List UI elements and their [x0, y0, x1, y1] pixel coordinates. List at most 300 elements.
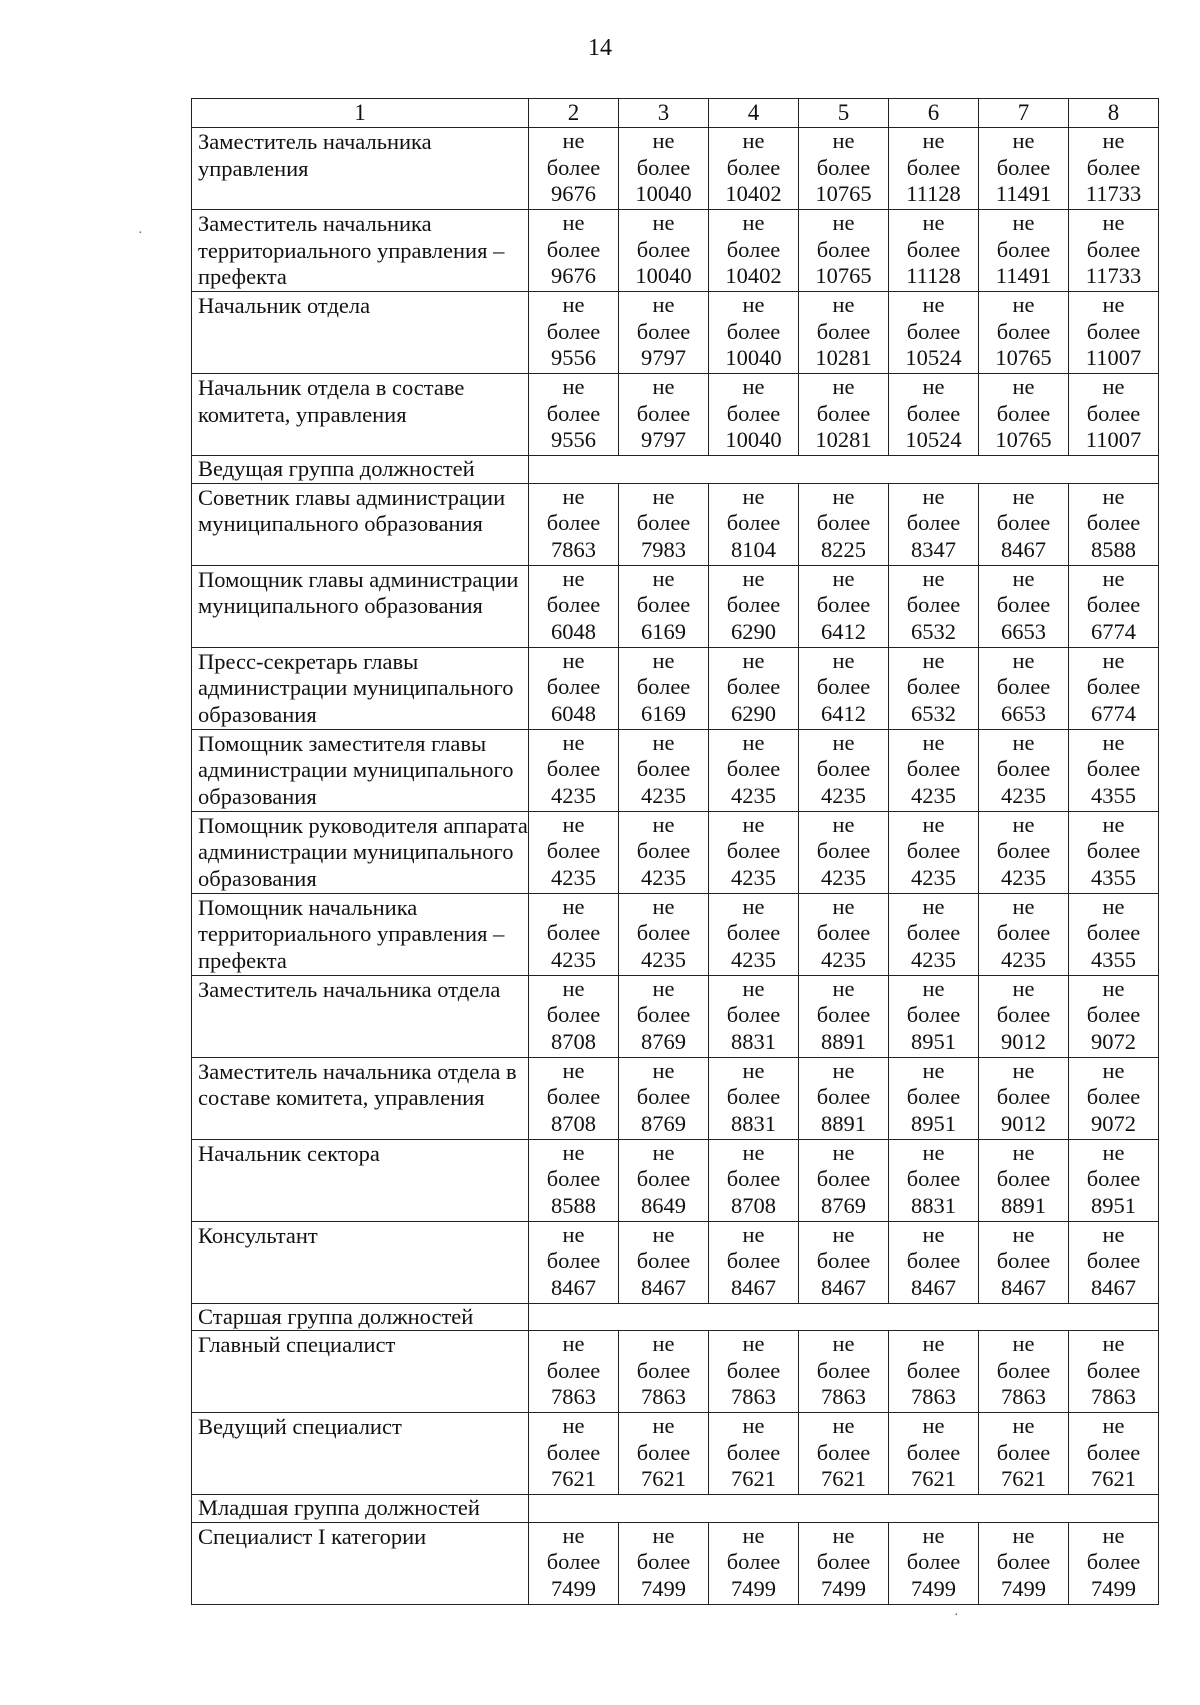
salary-cell: [709, 128, 799, 210]
prefix-bolee: более: [1086, 236, 1141, 262]
salary-value: 8347: [911, 536, 956, 562]
prefix-bolee: более: [996, 592, 1051, 617]
prefix-ne: не: [832, 374, 855, 399]
prefix-bolee: более: [1086, 1084, 1141, 1109]
prefix-bolee: более: [546, 236, 601, 262]
header-cell: 5: [799, 99, 889, 128]
prefix-ne: не: [1012, 1413, 1035, 1438]
prefix-bolee: более: [816, 400, 871, 426]
salary-value: 11733: [1085, 181, 1142, 206]
prefix-bolee: более: [996, 1166, 1051, 1191]
salary-value: 6290: [731, 618, 776, 644]
table-row: [192, 1139, 1159, 1221]
salary-cell: [799, 729, 889, 811]
prefix-bolee: более: [906, 674, 961, 699]
prefix-bolee: более: [996, 756, 1051, 781]
prefix-ne: не: [652, 729, 675, 755]
salary-cell: [529, 1139, 619, 1221]
prefix-ne: не: [652, 210, 675, 235]
salary-cell: [619, 374, 709, 456]
prefix-ne: не: [562, 811, 585, 837]
salary-cell: [1069, 210, 1159, 292]
prefix-bolee: более: [726, 920, 781, 945]
prefix-ne: не: [832, 975, 855, 1001]
salary-value: 7621: [1001, 1466, 1046, 1491]
salary-cell: [709, 729, 799, 811]
prefix-ne: не: [1012, 374, 1035, 399]
prefix-bolee: более: [546, 592, 601, 617]
prefix-ne: не: [922, 1221, 945, 1247]
prefix-bolee: более: [816, 920, 871, 945]
salary-cell: [529, 483, 619, 565]
salary-cell: [619, 1221, 709, 1303]
prefix-ne: не: [1102, 1139, 1125, 1165]
salary-cell: [889, 128, 979, 210]
salary-value: 7983: [641, 536, 686, 562]
prefix-ne: не: [922, 210, 945, 235]
prefix-ne: не: [1102, 292, 1125, 317]
prefix-bolee: более: [726, 154, 781, 180]
prefix-bolee: более: [546, 1002, 601, 1027]
position-title: Главный специалист: [192, 1331, 529, 1413]
prefix-ne: не: [1012, 975, 1035, 1001]
salary-value: 9556: [551, 345, 596, 370]
prefix-bolee: более: [726, 1002, 781, 1027]
prefix-ne: не: [922, 1331, 945, 1356]
salary-cell: [799, 565, 889, 647]
salary-cell: [979, 1413, 1069, 1495]
prefix-bolee: более: [816, 318, 871, 344]
prefix-ne: не: [832, 210, 855, 235]
salary-value: 9797: [641, 427, 686, 452]
salary-cell: [619, 811, 709, 893]
salary-value: 10040: [725, 345, 782, 370]
salary-cell: [889, 292, 979, 374]
prefix-bolee: более: [546, 1084, 601, 1109]
salary-value: 7499: [821, 1575, 866, 1601]
position-title: Консультант: [192, 1221, 529, 1303]
salary-cell: [1069, 893, 1159, 975]
salary-value: 8769: [641, 1110, 686, 1136]
salary-value: 8769: [641, 1028, 686, 1054]
prefix-bolee: более: [726, 838, 781, 863]
prefix-ne: не: [652, 1221, 675, 1247]
salary-cell: [529, 374, 619, 456]
prefix-bolee: более: [996, 154, 1051, 180]
salary-cell: [529, 1057, 619, 1139]
prefix-bolee: более: [816, 510, 871, 535]
prefix-ne: не: [562, 565, 585, 591]
salary-cell: [709, 811, 799, 893]
prefix-bolee: более: [636, 920, 691, 945]
prefix-ne: не: [1102, 374, 1125, 399]
salary-value: 4235: [1001, 864, 1046, 890]
salary-cell: [529, 729, 619, 811]
salary-value: 4235: [1001, 782, 1046, 808]
salary-value: 7499: [551, 1575, 596, 1601]
salary-cell: [619, 1057, 709, 1139]
prefix-ne: не: [832, 1221, 855, 1247]
prefix-bolee: более: [816, 236, 871, 262]
salary-cell: [979, 210, 1069, 292]
prefix-bolee: более: [816, 1084, 871, 1109]
salary-value: 11007: [1085, 427, 1142, 452]
prefix-ne: не: [562, 1057, 585, 1083]
prefix-ne: не: [922, 565, 945, 591]
prefix-bolee: более: [636, 1439, 691, 1465]
salary-cell: [889, 647, 979, 729]
salary-value: 10524: [905, 427, 962, 452]
prefix-ne: не: [1102, 975, 1125, 1001]
prefix-ne: не: [742, 210, 765, 235]
salary-cell: [709, 1057, 799, 1139]
group-row: [192, 1303, 1159, 1331]
salary-cell: [529, 1221, 619, 1303]
salary-cell: [529, 210, 619, 292]
prefix-ne: не: [1102, 1331, 1125, 1356]
salary-value: 6653: [1001, 700, 1046, 726]
scan-speck: ·: [954, 1608, 959, 1623]
prefix-bolee: более: [546, 756, 601, 781]
prefix-ne: не: [1012, 128, 1035, 153]
prefix-ne: не: [832, 1413, 855, 1438]
salary-cell: [529, 647, 619, 729]
prefix-bolee: более: [906, 1166, 961, 1191]
prefix-ne: не: [1012, 811, 1035, 837]
prefix-ne: не: [832, 128, 855, 153]
salary-cell: [799, 1139, 889, 1221]
prefix-bolee: более: [1086, 1166, 1141, 1191]
group-empty-cell: [529, 1303, 1159, 1331]
prefix-bolee: более: [1086, 1439, 1141, 1465]
prefix-ne: не: [922, 1139, 945, 1165]
salary-value: 7863: [821, 1384, 866, 1409]
salary-cell: [979, 1139, 1069, 1221]
prefix-bolee: более: [546, 400, 601, 426]
prefix-bolee: более: [996, 236, 1051, 262]
salary-cell: [1069, 811, 1159, 893]
salary-value: 8467: [821, 1274, 866, 1300]
salary-cell: [799, 975, 889, 1057]
prefix-bolee: более: [1086, 1248, 1141, 1273]
prefix-bolee: более: [636, 1248, 691, 1273]
salary-value: 8467: [1091, 1274, 1136, 1300]
salary-cell: [979, 292, 1069, 374]
salary-cell: [529, 975, 619, 1057]
salary-cell: [979, 975, 1069, 1057]
salary-table: [191, 98, 1159, 1605]
table-row: [192, 729, 1159, 811]
prefix-ne: не: [1012, 893, 1035, 919]
prefix-ne: не: [832, 893, 855, 919]
salary-value: 8467: [1001, 536, 1046, 562]
prefix-bolee: более: [906, 1357, 961, 1383]
prefix-bolee: более: [816, 154, 871, 180]
salary-cell: [889, 565, 979, 647]
prefix-ne: не: [562, 128, 585, 153]
prefix-ne: не: [562, 1331, 585, 1356]
header-cell: 6: [889, 99, 979, 128]
prefix-ne: не: [922, 975, 945, 1001]
prefix-ne: не: [922, 292, 945, 317]
salary-cell: [619, 1522, 709, 1604]
prefix-bolee: более: [1086, 592, 1141, 617]
table-header-row: [192, 99, 1159, 128]
prefix-bolee: более: [996, 1439, 1051, 1465]
salary-value: 4235: [641, 946, 686, 972]
header-cell: 4: [709, 99, 799, 128]
prefix-bolee: более: [636, 1549, 691, 1574]
salary-value: 8467: [911, 1274, 956, 1300]
salary-cell: [799, 210, 889, 292]
salary-cell: [709, 1522, 799, 1604]
prefix-ne: не: [922, 1057, 945, 1083]
prefix-ne: не: [742, 811, 765, 837]
salary-value: 7621: [821, 1466, 866, 1491]
prefix-ne: не: [742, 1522, 765, 1548]
prefix-ne: не: [742, 893, 765, 919]
prefix-ne: не: [1012, 1057, 1035, 1083]
prefix-ne: не: [832, 1057, 855, 1083]
salary-cell: [1069, 1331, 1159, 1413]
salary-cell: [529, 811, 619, 893]
salary-value: 10040: [635, 263, 692, 288]
position-title: Помощник руководителя аппарата администрации муниципального образования: [192, 811, 529, 893]
salary-value: 8769: [821, 1192, 866, 1218]
salary-cell: [619, 1331, 709, 1413]
salary-cell: [529, 1331, 619, 1413]
salary-cell: [799, 1413, 889, 1495]
prefix-bolee: более: [906, 838, 961, 863]
salary-cell: [889, 1057, 979, 1139]
salary-cell: [709, 292, 799, 374]
prefix-bolee: более: [726, 756, 781, 781]
prefix-bolee: более: [726, 1439, 781, 1465]
prefix-bolee: более: [546, 1166, 601, 1191]
salary-value: 7621: [731, 1466, 776, 1491]
salary-table-body: [192, 99, 1159, 1605]
header-cell: 8: [1069, 99, 1159, 128]
prefix-bolee: более: [996, 510, 1051, 535]
table-row: [192, 1522, 1159, 1604]
table-row: [192, 893, 1159, 975]
prefix-ne: не: [742, 1139, 765, 1165]
prefix-ne: не: [922, 647, 945, 673]
salary-cell: [619, 565, 709, 647]
salary-cell: [619, 1139, 709, 1221]
prefix-bolee: более: [546, 1549, 601, 1574]
position-title: Ведущий специалист: [192, 1413, 529, 1495]
prefix-bolee: более: [1086, 756, 1141, 781]
salary-cell: [619, 1413, 709, 1495]
salary-cell: [799, 483, 889, 565]
prefix-ne: не: [832, 292, 855, 317]
prefix-ne: не: [1102, 483, 1125, 509]
salary-value: 8831: [911, 1192, 956, 1218]
prefix-bolee: более: [906, 1002, 961, 1027]
prefix-ne: не: [1012, 647, 1035, 673]
salary-cell: [709, 1139, 799, 1221]
salary-value: 8831: [731, 1110, 776, 1136]
prefix-bolee: более: [996, 1549, 1051, 1574]
position-title: Заместитель начальника территориального управления – префекта: [192, 210, 529, 292]
salary-cell: [799, 1522, 889, 1604]
salary-value: 8467: [1001, 1274, 1046, 1300]
prefix-bolee: более: [726, 1084, 781, 1109]
salary-value: 6653: [1001, 618, 1046, 644]
table-row: [192, 374, 1159, 456]
prefix-ne: не: [652, 1413, 675, 1438]
salary-cell: [889, 483, 979, 565]
prefix-bolee: более: [816, 592, 871, 617]
salary-value: 8951: [911, 1028, 956, 1054]
prefix-ne: не: [742, 647, 765, 673]
salary-cell: [889, 729, 979, 811]
prefix-ne: не: [1102, 210, 1125, 235]
prefix-ne: не: [742, 292, 765, 317]
salary-value: 4235: [911, 782, 956, 808]
salary-cell: [799, 893, 889, 975]
salary-cell: [709, 893, 799, 975]
prefix-ne: не: [1012, 1331, 1035, 1356]
prefix-bolee: более: [996, 1002, 1051, 1027]
salary-cell: [1069, 1522, 1159, 1604]
prefix-bolee: более: [636, 400, 691, 426]
header-cell: 1: [192, 99, 529, 128]
salary-cell: [889, 1139, 979, 1221]
prefix-bolee: более: [1086, 154, 1141, 180]
prefix-bolee: более: [726, 1248, 781, 1273]
prefix-ne: не: [1012, 483, 1035, 509]
salary-cell: [889, 210, 979, 292]
salary-value: 10281: [815, 427, 872, 452]
salary-cell: [979, 374, 1069, 456]
salary-value: 10765: [995, 427, 1052, 452]
header-cell: 2: [529, 99, 619, 128]
prefix-bolee: более: [906, 236, 961, 262]
group-title: Ведущая группа должностей: [192, 456, 529, 484]
salary-value: 4235: [731, 782, 776, 808]
salary-cell: [619, 210, 709, 292]
salary-value: 11128: [906, 263, 961, 288]
salary-cell: [619, 893, 709, 975]
salary-cell: [889, 1221, 979, 1303]
salary-value: 4235: [731, 946, 776, 972]
prefix-bolee: более: [816, 838, 871, 863]
prefix-ne: не: [652, 1139, 675, 1165]
prefix-bolee: более: [726, 592, 781, 617]
position-title: Заместитель начальника отдела: [192, 975, 529, 1057]
salary-cell: [1069, 729, 1159, 811]
salary-cell: [709, 975, 799, 1057]
salary-value: 8891: [1001, 1192, 1046, 1218]
salary-cell: [889, 1331, 979, 1413]
prefix-ne: не: [562, 1413, 585, 1438]
prefix-bolee: более: [1086, 510, 1141, 535]
salary-cell: [619, 292, 709, 374]
salary-value: 4235: [821, 946, 866, 972]
prefix-ne: не: [922, 1413, 945, 1438]
prefix-ne: не: [652, 893, 675, 919]
salary-cell: [799, 1057, 889, 1139]
prefix-ne: не: [652, 292, 675, 317]
prefix-ne: не: [922, 483, 945, 509]
prefix-bolee: более: [636, 756, 691, 781]
salary-value: 8467: [641, 1274, 686, 1300]
prefix-ne: не: [832, 729, 855, 755]
prefix-bolee: более: [906, 1549, 961, 1574]
prefix-ne: не: [1102, 565, 1125, 591]
salary-value: 8104: [731, 536, 776, 562]
salary-cell: [889, 374, 979, 456]
prefix-bolee: более: [726, 1549, 781, 1574]
prefix-ne: не: [742, 1413, 765, 1438]
salary-cell: [709, 647, 799, 729]
salary-cell: [529, 292, 619, 374]
salary-cell: [1069, 1221, 1159, 1303]
salary-cell: [979, 1221, 1069, 1303]
prefix-bolee: более: [546, 838, 601, 863]
prefix-ne: не: [562, 210, 585, 235]
page-number: 14: [588, 35, 612, 61]
salary-value: 8891: [821, 1110, 866, 1136]
prefix-bolee: более: [996, 1084, 1051, 1109]
scan-speck: ·: [138, 226, 143, 241]
salary-value: 7863: [731, 1384, 776, 1409]
prefix-bolee: более: [636, 236, 691, 262]
prefix-bolee: более: [726, 400, 781, 426]
prefix-ne: не: [562, 374, 585, 399]
prefix-bolee: более: [1086, 838, 1141, 863]
prefix-ne: не: [562, 729, 585, 755]
prefix-ne: не: [562, 893, 585, 919]
prefix-ne: не: [562, 1221, 585, 1247]
salary-value: 8467: [551, 1274, 596, 1300]
salary-value: 4235: [551, 782, 596, 808]
salary-value: 7863: [911, 1384, 956, 1409]
prefix-bolee: более: [636, 674, 691, 699]
salary-value: 6048: [551, 700, 596, 726]
prefix-bolee: более: [636, 1002, 691, 1027]
salary-cell: [799, 647, 889, 729]
salary-value: 6412: [821, 700, 866, 726]
salary-value: 8467: [731, 1274, 776, 1300]
group-empty-cell: [529, 1495, 1159, 1523]
salary-value: 4235: [911, 946, 956, 972]
prefix-ne: не: [1102, 1221, 1125, 1247]
prefix-bolee: более: [816, 1357, 871, 1383]
salary-cell: [619, 729, 709, 811]
prefix-ne: не: [652, 128, 675, 153]
salary-value: 6412: [821, 618, 866, 644]
position-title: Советник главы администрации муниципального образования: [192, 483, 529, 565]
prefix-bolee: более: [906, 154, 961, 180]
salary-cell: [709, 1221, 799, 1303]
group-row: [192, 1495, 1159, 1523]
salary-value: 6774: [1091, 700, 1136, 726]
salary-value: 7499: [1001, 1575, 1046, 1601]
prefix-ne: не: [1102, 1413, 1125, 1438]
prefix-bolee: более: [1086, 674, 1141, 699]
salary-cell: [529, 128, 619, 210]
prefix-ne: не: [652, 1331, 675, 1356]
salary-value: 7499: [911, 1575, 956, 1601]
salary-value: 8951: [911, 1110, 956, 1136]
position-title: Заместитель начальника управления: [192, 128, 529, 210]
prefix-bolee: более: [816, 1549, 871, 1574]
prefix-bolee: более: [636, 1166, 691, 1191]
prefix-bolee: более: [996, 838, 1051, 863]
